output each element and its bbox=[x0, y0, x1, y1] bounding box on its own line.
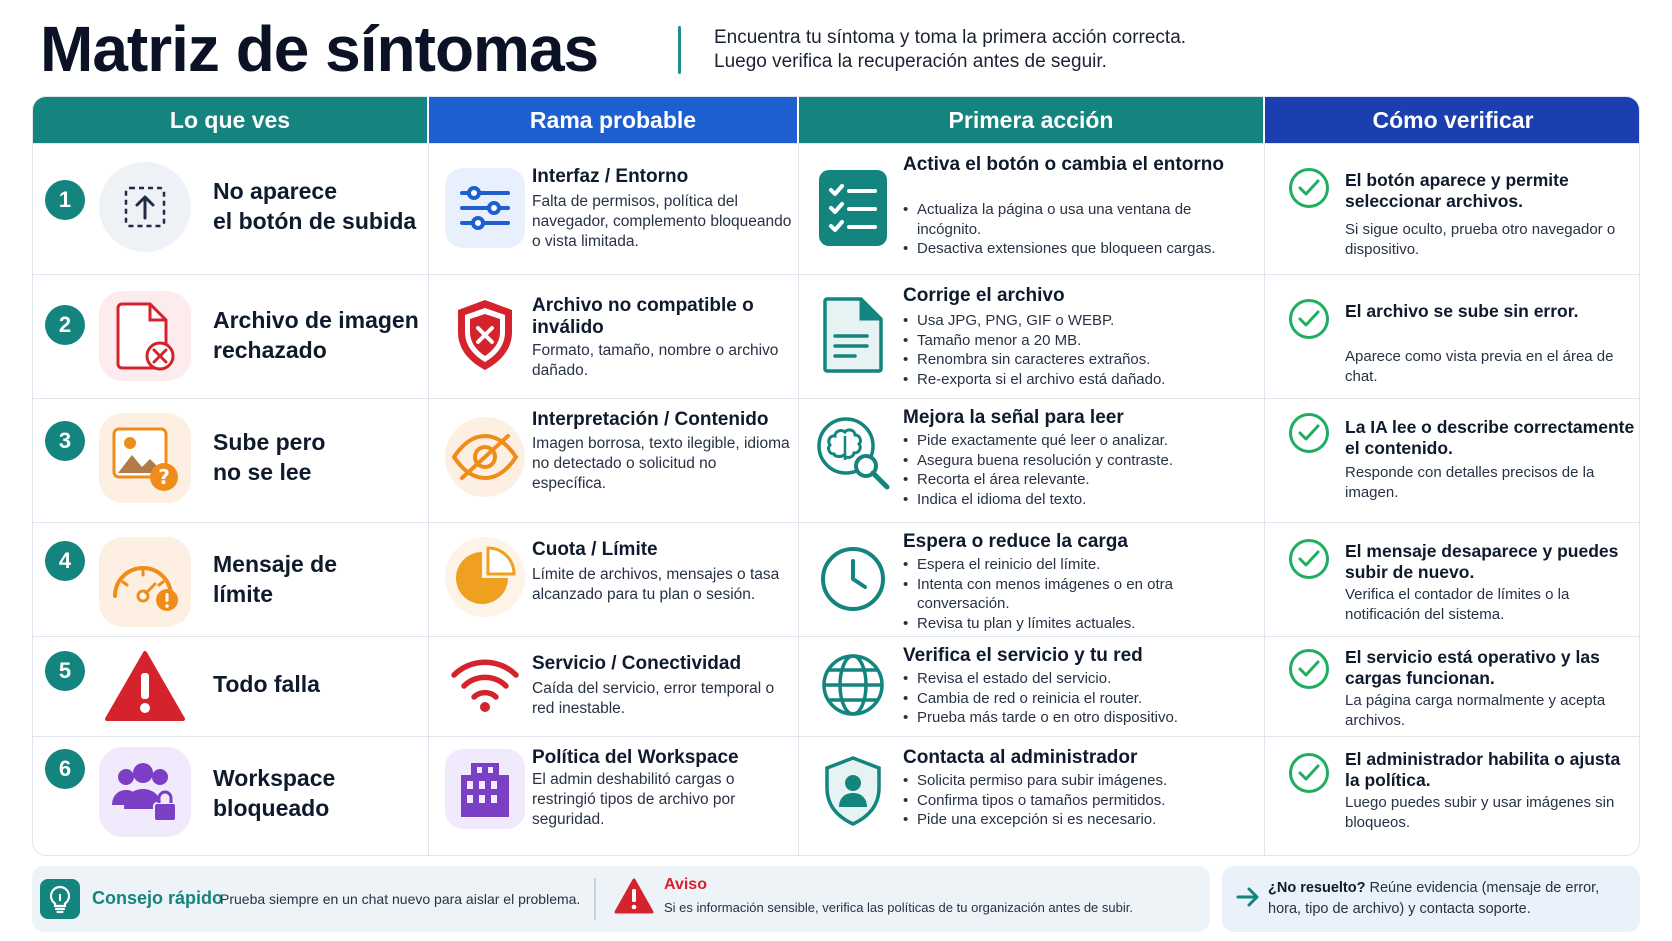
branch-title: Servicio / Conectividad bbox=[532, 653, 742, 674]
table-row bbox=[33, 736, 1639, 856]
page-title: Matriz de síntomas bbox=[40, 13, 599, 85]
unresolved-label: ¿No resuelto? bbox=[1268, 880, 1366, 896]
action-item: • Desactiva extensiones que bloqueen cargas. bbox=[903, 239, 1253, 259]
check-icon bbox=[1289, 168, 1329, 208]
column-header-verify: Cómo verificar bbox=[1265, 97, 1640, 143]
branch-title: Interpretación / Contenido bbox=[532, 409, 769, 430]
verify-title: El administrador habilita o ajusta la política. bbox=[1345, 749, 1621, 790]
branch-title: Archivo no compatible o inválido bbox=[532, 295, 754, 338]
action-item: • Re-exporta si el archivo está dañado. bbox=[903, 370, 1253, 390]
clock-icon bbox=[813, 539, 893, 619]
verify-description: Aparece como vista previa en el área de chat. bbox=[1345, 348, 1614, 385]
symptom-line: bloqueado bbox=[213, 795, 330, 821]
arrow-right-icon bbox=[1236, 886, 1260, 913]
symptom-line: Mensaje de bbox=[213, 551, 337, 577]
action-list bbox=[903, 555, 1253, 633]
building-icon bbox=[445, 749, 525, 829]
action-title: Activa el botón o cambia el entorno bbox=[903, 154, 1224, 175]
branch-description: El admin deshabilitó cargas o restringió tipos de archivo por seguridad. bbox=[532, 771, 736, 828]
branch-description: Límite de archivos, mensajes o tasa alcanzado para tu plan o sesión. bbox=[532, 566, 780, 603]
action-item: • Indica el idioma del texto. bbox=[903, 490, 1253, 510]
action-item: • Cambia de red o reinicia el router. bbox=[903, 689, 1253, 709]
action-item: • Usa JPG, PNG, GIF o WEBP. bbox=[903, 311, 1253, 331]
branch-title: Cuota / Límite bbox=[532, 539, 658, 560]
shield-user-icon bbox=[813, 751, 893, 831]
action-item: • Actualiza la página o usa una ventana de incógnito. bbox=[903, 200, 1253, 239]
users-lock-icon bbox=[99, 747, 191, 837]
row-number: 5 bbox=[45, 651, 85, 691]
action-list bbox=[903, 431, 1253, 509]
symptom-line: Todo falla bbox=[213, 671, 320, 697]
verify-title: El archivo se sube sin error. bbox=[1345, 301, 1579, 321]
tip-text: Prueba siempre en un chat nuevo para aislar el problema. bbox=[220, 891, 581, 907]
table-row bbox=[33, 522, 1639, 636]
symptom-label bbox=[213, 427, 325, 487]
warning-label: Aviso bbox=[664, 876, 707, 893]
image-question-icon bbox=[99, 413, 191, 503]
symptom-label bbox=[213, 763, 335, 823]
symptom-line: No aparece bbox=[213, 178, 338, 204]
table-row bbox=[33, 398, 1639, 522]
verify-description: Responde con detalles precisos de la imagen. bbox=[1345, 464, 1595, 501]
action-item: • Renombra sin caracteres extraños. bbox=[903, 350, 1253, 370]
verify-description: La página carga normalmente y acepta archivos. bbox=[1345, 692, 1606, 729]
footer-divider bbox=[594, 878, 596, 920]
verify-description: Si sigue oculto, prueba otro navegador o dispositivo. bbox=[1345, 221, 1616, 258]
action-item: • Intenta con menos imágenes o en otra conversación. bbox=[903, 575, 1253, 614]
row-number: 3 bbox=[45, 421, 85, 461]
action-item: • Prueba más tarde o en otro dispositivo. bbox=[903, 708, 1253, 728]
action-item: • Asegura buena resolución y contraste. bbox=[903, 451, 1253, 471]
action-list bbox=[903, 311, 1253, 389]
action-title: Mejora la señal para leer bbox=[903, 407, 1124, 428]
branch-description: Caída del servicio, error temporal o red inestable. bbox=[532, 680, 775, 717]
subtitle-line: Luego verifica la recuperación antes de seguir. bbox=[714, 51, 1107, 72]
action-item: • Recorta el área relevante. bbox=[903, 470, 1253, 490]
branch-description: Imagen borrosa, texto ilegible, idioma no detectado o solicitud no específica. bbox=[532, 435, 790, 492]
check-icon bbox=[1289, 413, 1329, 453]
verify-title: El mensaje desaparece y puedes subir de nuevo. bbox=[1345, 541, 1619, 582]
verify-description: Luego puedes subir y usar imágenes sin bloqueos. bbox=[1345, 794, 1615, 831]
page-subtitle bbox=[714, 26, 1186, 74]
symptom-line: no se lee bbox=[213, 459, 312, 485]
check-icon bbox=[1289, 649, 1329, 689]
wifi-icon bbox=[445, 645, 525, 725]
document-icon bbox=[813, 295, 893, 375]
tips-bar bbox=[32, 866, 1210, 932]
row-number: 6 bbox=[45, 749, 85, 789]
symptom-label bbox=[213, 305, 419, 365]
unresolved-body: Reúne evidencia (mensaje de error, hora, tipo de archivo) y contacta soporte. bbox=[1268, 880, 1600, 917]
checklist-icon bbox=[813, 168, 893, 248]
warning-icon bbox=[614, 878, 654, 919]
action-item: • Confirma tipos o tamaños permitidos. bbox=[903, 791, 1253, 811]
header-divider bbox=[678, 26, 681, 74]
unresolved-box bbox=[1222, 866, 1640, 932]
action-title: Corrige el archivo bbox=[903, 285, 1065, 306]
eye-off-icon bbox=[445, 417, 525, 497]
check-icon bbox=[1289, 299, 1329, 339]
verify-title: El servicio está operativo y las cargas funcionan. bbox=[1345, 647, 1600, 688]
upload-arrow-icon bbox=[99, 162, 191, 252]
file-error-icon bbox=[99, 291, 191, 381]
branch-title: Política del Workspace bbox=[532, 747, 739, 768]
branch-description: Falta de permisos, política del navegador, complemento bloqueando o vista limitada. bbox=[532, 193, 792, 250]
check-icon bbox=[1289, 753, 1329, 793]
row-number: 1 bbox=[45, 180, 85, 220]
check-icon bbox=[1289, 539, 1329, 579]
subtitle-line: Encuentra tu síntoma y toma la primera acción correcta. bbox=[714, 27, 1187, 48]
action-list bbox=[903, 200, 1253, 259]
column-header-see: Lo que ves bbox=[33, 97, 427, 143]
action-item: • Espera el reinicio del límite. bbox=[903, 555, 1253, 575]
action-item: • Revisa tu plan y límites actuales. bbox=[903, 614, 1253, 634]
symptom-line: Workspace bbox=[213, 765, 336, 791]
svg-text:?: ? bbox=[158, 465, 170, 489]
table-row bbox=[33, 274, 1639, 398]
row-number: 4 bbox=[45, 541, 85, 581]
symptom-line: límite bbox=[213, 581, 274, 607]
gauge-alert-icon bbox=[99, 537, 191, 627]
symptom-line: el botón de subida bbox=[213, 208, 417, 234]
warning-triangle-icon bbox=[99, 641, 191, 731]
lightbulb-icon bbox=[40, 879, 80, 919]
symptom-line: rechazado bbox=[213, 337, 327, 363]
verify-title: La IA lee o describe correctamente el contenido. bbox=[1345, 417, 1635, 458]
verify-description: Verifica el contador de límites o la notificación del sistema. bbox=[1345, 586, 1570, 623]
action-list bbox=[903, 771, 1253, 830]
action-title: Verifica el servicio y tu red bbox=[903, 645, 1143, 666]
symptom-label bbox=[213, 549, 337, 609]
tip-label: Consejo rápido bbox=[92, 888, 224, 908]
column-header-branch: Rama probable bbox=[429, 97, 797, 143]
row-number: 2 bbox=[45, 305, 85, 345]
action-item: • Revisa el estado del servicio. bbox=[903, 669, 1253, 689]
branch-description: Formato, tamaño, nombre o archivo dañado. bbox=[532, 342, 779, 379]
symptom-label bbox=[213, 669, 320, 699]
table-header bbox=[33, 97, 1639, 143]
shield-x-icon bbox=[445, 295, 525, 375]
brain-search-icon bbox=[813, 413, 893, 493]
sliders-icon bbox=[445, 168, 525, 248]
action-title: Espera o reduce la carga bbox=[903, 531, 1128, 552]
pie-chart-icon bbox=[445, 537, 525, 617]
symptom-label bbox=[213, 176, 416, 236]
symptom-table bbox=[32, 96, 1640, 856]
header bbox=[40, 14, 1640, 84]
unresolved-text bbox=[1268, 878, 1630, 920]
table-row bbox=[33, 636, 1639, 736]
symptom-line: Sube pero bbox=[213, 429, 326, 455]
action-list bbox=[903, 669, 1253, 728]
action-item: • Solicita permiso para subir imágenes. bbox=[903, 771, 1253, 791]
action-item: • Pide una excepción si es necesario. bbox=[903, 810, 1253, 830]
column-header-action: Primera acción bbox=[799, 97, 1263, 143]
table-row bbox=[33, 143, 1639, 274]
verify-title: El botón aparece y permite seleccionar archivos. bbox=[1345, 170, 1569, 211]
action-item: • Tamaño menor a 20 MB. bbox=[903, 331, 1253, 351]
symptom-line: Archivo de imagen bbox=[213, 307, 419, 333]
branch-title: Interfaz / Entorno bbox=[532, 166, 689, 187]
action-item: • Pide exactamente qué leer o analizar. bbox=[903, 431, 1253, 451]
action-title: Contacta al administrador bbox=[903, 747, 1138, 768]
globe-icon bbox=[813, 645, 893, 725]
warning-text: Si es información sensible, verifica las políticas de tu organización antes de subir. bbox=[664, 900, 1133, 915]
